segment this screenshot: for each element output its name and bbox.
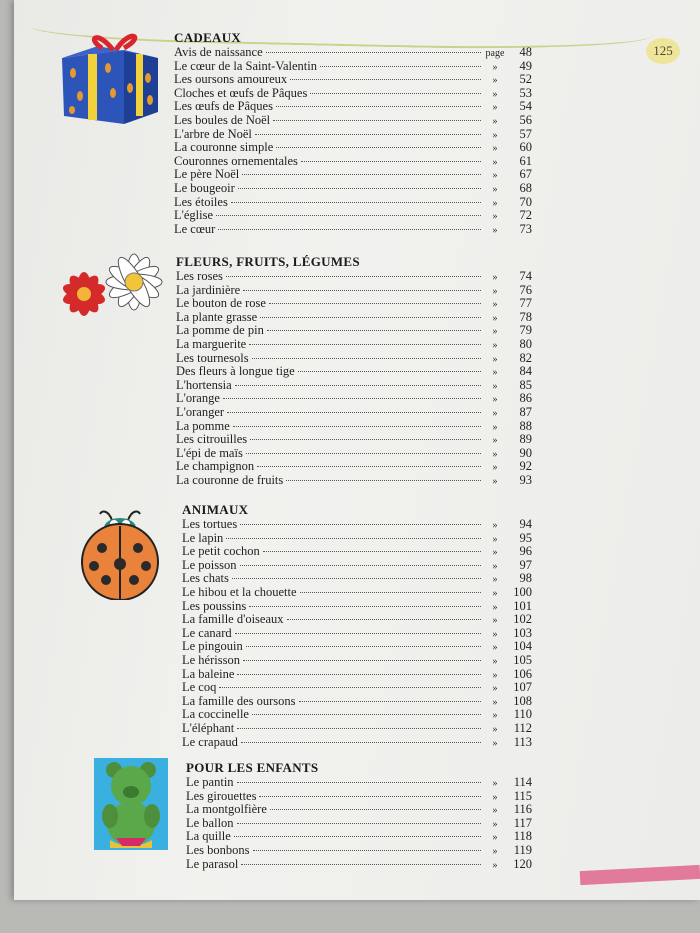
- page-number-ref: 56: [519, 113, 532, 127]
- page-number-ref: 90: [519, 445, 532, 460]
- page-number-ref: 49: [519, 58, 532, 73]
- ladybug-icon: [72, 504, 168, 600]
- toc-entry-label: Le hérisson: [182, 653, 240, 667]
- page-marker: »: [492, 116, 498, 127]
- page-number-ref: 100: [513, 585, 532, 599]
- toc-entry: [176, 473, 532, 487]
- page-number-ref: 60: [519, 140, 532, 155]
- leader-dots: [226, 276, 481, 277]
- leader-dots: [227, 412, 481, 413]
- page-number-ref: 76: [519, 282, 532, 297]
- page-marker: »: [492, 588, 498, 599]
- page-number-ref: 117: [513, 815, 532, 830]
- leader-dots: [232, 578, 481, 579]
- page-number-ref: 106: [513, 666, 532, 681]
- toc-entry: [182, 599, 532, 613]
- leader-dots: [243, 290, 481, 291]
- toc-entry-label: La couronne de fruits: [176, 473, 284, 487]
- page-marker: »: [492, 102, 498, 114]
- page-number-ref: 116: [513, 802, 532, 817]
- page-number-ref: 87: [519, 405, 532, 419]
- leader-dots: [300, 592, 481, 593]
- page-marker: »: [492, 642, 498, 654]
- page-marker: »: [492, 272, 498, 283]
- toc-entry-label: Le poisson: [182, 557, 237, 572]
- leader-dots: [249, 344, 481, 345]
- leader-dots: [246, 646, 481, 647]
- leader-dots: [310, 93, 481, 94]
- toc-entry: [174, 195, 532, 209]
- toc-entry: [186, 789, 532, 803]
- leader-dots: [237, 782, 481, 783]
- toc-entry-label: La marguerite: [176, 337, 247, 351]
- leader-dots: [276, 147, 481, 148]
- page-marker: »: [492, 61, 498, 73]
- toc-entry-label: Le lapin: [182, 530, 224, 545]
- toc-entry: [174, 99, 532, 113]
- toc-entry-label: Le pantin: [186, 775, 234, 789]
- leader-dots: [287, 619, 481, 620]
- page-number-ref: 96: [519, 544, 532, 559]
- page-marker: »: [492, 859, 498, 871]
- leader-dots: [237, 674, 481, 675]
- page-number-ref: 57: [519, 126, 532, 141]
- leader-dots: [299, 701, 481, 702]
- toc-entry-label: L'arbre de Noël: [174, 126, 252, 141]
- toc-entry-label: Les tortues: [182, 517, 238, 531]
- page-number-ref: 74: [519, 269, 532, 283]
- toc-entry: [182, 639, 532, 653]
- page-number-ref: 93: [519, 473, 532, 487]
- page-marker: »: [492, 818, 498, 830]
- toc-entry-label: Couronnes ornementales: [174, 153, 298, 168]
- leader-dots: [269, 303, 481, 304]
- page-number-ref: 67: [519, 167, 532, 182]
- page-number-ref: 72: [519, 208, 532, 223]
- page-marker: »: [492, 656, 498, 667]
- toc-entry-label: L'oranger: [176, 405, 225, 419]
- page-marker: »: [492, 615, 498, 627]
- leader-dots: [243, 660, 481, 661]
- leader-dots: [242, 174, 481, 175]
- toc-entry-label: Les girouettes: [186, 788, 257, 803]
- leader-dots: [286, 480, 481, 481]
- page-marker: »: [492, 129, 498, 141]
- page-marker: »: [492, 696, 498, 708]
- toc-entry-label: Le champignon: [176, 459, 255, 474]
- toc-entry: [176, 296, 532, 310]
- page-marker: »: [492, 832, 498, 844]
- toc-entry: [174, 72, 532, 86]
- leader-dots: [219, 687, 481, 688]
- page-number-ref: 73: [519, 221, 532, 236]
- leader-dots: [266, 52, 481, 53]
- toc-entry-label: Le bouton de rose: [176, 296, 266, 311]
- leader-dots: [257, 466, 481, 467]
- page-number-ref: 107: [513, 680, 532, 695]
- leader-dots: [298, 371, 481, 372]
- page-marker: »: [492, 683, 498, 695]
- leader-dots: [255, 134, 481, 135]
- page-marker: »: [492, 628, 498, 640]
- toc-entry-label: Le cœur de la Saint-Valentin: [174, 58, 318, 73]
- toc-entry-label: La quille: [186, 829, 231, 844]
- page-marker: »: [492, 462, 498, 474]
- page-marker: »: [492, 778, 498, 789]
- toc-entry: [176, 269, 532, 283]
- toc-entry: [182, 544, 532, 558]
- section-title: FLEURS, FRUITS, LÉGUMES: [176, 254, 360, 269]
- toc-entry-label: La famille d'oiseaux: [182, 612, 284, 627]
- page-number-ref: 120: [513, 856, 532, 871]
- page-number-ref: 95: [519, 530, 532, 545]
- leader-dots: [235, 385, 481, 386]
- leader-dots: [250, 439, 481, 440]
- page-marker: »: [492, 380, 498, 392]
- toc-entry: [182, 694, 532, 708]
- page-marker: »: [492, 476, 498, 487]
- leader-dots: [234, 836, 481, 837]
- page-number-ref: 97: [519, 557, 532, 572]
- toc-entry-label: Le ballon: [186, 815, 234, 830]
- page-marker: »: [492, 170, 498, 182]
- toc-entry-label: Les poussins: [182, 598, 247, 613]
- toc-entry: [186, 802, 532, 816]
- toc-entry: [176, 405, 532, 419]
- toc-entry-label: L'église: [174, 208, 214, 223]
- leader-dots: [240, 524, 481, 525]
- leader-dots: [231, 202, 481, 203]
- toc-entry: [174, 45, 532, 59]
- page-number-ref: 108: [513, 693, 532, 708]
- leader-dots: [238, 188, 481, 189]
- toc-entry-label: Les boules de Noël: [174, 113, 271, 127]
- leader-dots: [223, 398, 481, 399]
- toc-entry-label: Les roses: [176, 269, 223, 283]
- toc-entry-label: Cloches et œufs de Pâques: [174, 85, 308, 100]
- page-number-ref: 79: [519, 323, 532, 338]
- page-number-ref: 110: [513, 707, 532, 722]
- toc-entry: [174, 113, 532, 127]
- toc-entry-label: Le parasol: [186, 856, 239, 871]
- toc-entry-label: Le crapaud: [182, 734, 238, 749]
- page-marker: »: [492, 143, 498, 155]
- page-number-ref: 84: [519, 364, 532, 379]
- page-marker: »: [492, 88, 498, 100]
- page-marker: »: [492, 156, 498, 168]
- toc-entry: [176, 446, 532, 460]
- page-marker: »: [492, 224, 498, 236]
- toc-entry-label: Les citrouilles: [176, 432, 248, 447]
- toc-entry: [182, 707, 532, 721]
- toc-entry-label: La pomme: [176, 418, 230, 433]
- toc-entry: [182, 612, 532, 626]
- section-title: CADEAUX: [174, 30, 242, 45]
- toc-entry: [176, 310, 532, 324]
- gift-icon: [58, 28, 162, 128]
- toc-entry-label: La montgolfière: [186, 802, 267, 817]
- page-number-ref: 68: [519, 181, 532, 195]
- toc-entry: [174, 59, 532, 73]
- page-number-ref: 104: [513, 639, 532, 654]
- toc-entry-label: Le hibou et la chouette: [182, 585, 297, 599]
- toc-entry-label: Le cœur: [174, 221, 216, 236]
- toc-entry: [176, 283, 532, 297]
- toc-entry-label: Les tournesols: [176, 350, 249, 365]
- toc-entry: [182, 531, 532, 545]
- toc-entry: [182, 653, 532, 667]
- toc-entry-label: Le père Noël: [174, 167, 240, 182]
- page-number-ref: 94: [519, 517, 532, 531]
- toc-entry: [182, 721, 532, 735]
- leader-dots: [241, 864, 481, 865]
- page-marker: »: [492, 312, 498, 324]
- page-number-ref: 78: [519, 309, 532, 324]
- toc-entry-label: Les étoiles: [174, 194, 228, 209]
- page-number-ref: 61: [519, 153, 532, 168]
- teddy-bear-icon: [90, 756, 174, 852]
- page-number-ref: 114: [513, 775, 532, 789]
- leader-dots: [237, 823, 481, 824]
- toc-entry: [174, 140, 532, 154]
- toc-entry-label: La baleine: [182, 666, 235, 681]
- page-number-ref: 113: [513, 734, 532, 749]
- toc-entry-label: Les bonbons: [186, 843, 250, 857]
- leader-dots: [218, 229, 481, 230]
- leader-dots: [259, 796, 481, 797]
- page-number-ref: 112: [513, 721, 532, 735]
- toc-entry-label: La pomme de pin: [176, 323, 264, 338]
- toc-entry: [176, 391, 532, 405]
- leader-dots: [249, 606, 481, 607]
- toc-entry: [176, 432, 532, 446]
- leader-dots: [237, 728, 481, 729]
- leader-dots: [320, 66, 481, 67]
- toc-entry-label: L'orange: [176, 391, 220, 406]
- leader-dots: [252, 714, 481, 715]
- leader-dots: [273, 120, 481, 121]
- toc-entry: [176, 323, 532, 337]
- page-number-ref: 86: [519, 391, 532, 406]
- toc-entry: [176, 364, 532, 378]
- page-marker: »: [492, 299, 498, 311]
- page-marker: »: [492, 846, 498, 857]
- leader-dots: [270, 809, 481, 810]
- page-marker: »: [492, 520, 498, 531]
- page-marker: »: [492, 533, 498, 545]
- leader-dots: [226, 538, 481, 539]
- section-title: ANIMAUX: [182, 502, 249, 517]
- toc-entry: [174, 154, 532, 168]
- page-marker: »: [492, 326, 498, 338]
- page-number-ref: 118: [513, 829, 532, 844]
- toc-entry-label: Des fleurs à longue tige: [176, 364, 295, 379]
- toc-entry-label: Le pingouin: [182, 639, 243, 654]
- leader-dots: [267, 330, 481, 331]
- leader-dots: [253, 850, 481, 851]
- toc-entry: [174, 222, 532, 236]
- page-number-ref: 80: [519, 337, 532, 351]
- page-marker: »: [492, 408, 498, 419]
- page-number-ref: 85: [519, 377, 532, 392]
- page-marker: »: [492, 211, 498, 223]
- page-marker: »: [492, 367, 498, 379]
- page-marker: »: [492, 791, 498, 803]
- toc-entry: [182, 667, 532, 681]
- page-number-ref: 102: [513, 612, 532, 627]
- page-marker: »: [492, 560, 498, 572]
- page-number-ref: 54: [519, 99, 532, 114]
- page-marker: »: [492, 448, 498, 460]
- page-number-ref: 48: [519, 45, 532, 59]
- page-number: 125: [646, 38, 680, 64]
- page-marker: »: [492, 353, 498, 365]
- page-number-ref: 101: [513, 598, 532, 613]
- page-number-ref: 89: [519, 432, 532, 447]
- toc-entry-label: Les œufs de Pâques: [174, 99, 273, 114]
- toc-entry: [176, 378, 532, 392]
- toc-entry: [182, 585, 532, 599]
- leader-dots: [233, 426, 481, 427]
- leader-dots: [252, 358, 481, 359]
- toc-entry: [174, 127, 532, 141]
- leader-dots: [276, 106, 481, 107]
- leader-dots: [246, 453, 481, 454]
- section-title: POUR LES ENFANTS: [186, 760, 319, 775]
- toc-entry: [186, 829, 532, 843]
- toc-entry: [174, 181, 532, 195]
- toc-entry-label: Les chats: [182, 571, 229, 586]
- page-number-ref: 98: [519, 571, 532, 586]
- book-page: [14, 0, 700, 900]
- leader-dots: [216, 215, 481, 216]
- page-marker: »: [492, 805, 498, 817]
- toc-entry-label: L'hortensia: [176, 377, 232, 392]
- toc-entry: [182, 517, 532, 531]
- page-marker: »: [492, 184, 498, 195]
- toc-entry: [182, 558, 532, 572]
- page-marker: »: [492, 340, 498, 351]
- toc-entry: [176, 351, 532, 365]
- page-marker: page: [485, 48, 505, 59]
- page-marker: »: [492, 574, 498, 586]
- toc-entry: [182, 680, 532, 694]
- toc-entry: [176, 337, 532, 351]
- page-number-ref: 119: [513, 843, 532, 857]
- toc-entry-label: Le petit cochon: [182, 544, 260, 559]
- page-number-ref: 70: [519, 194, 532, 209]
- toc-entry-label: L'épi de maïs: [176, 445, 243, 460]
- page-marker: »: [492, 285, 498, 297]
- toc-entry-label: La jardinière: [176, 282, 241, 297]
- toc-entry: [182, 626, 532, 640]
- page-number-ref: 115: [513, 788, 532, 803]
- toc-entry: [186, 775, 532, 789]
- page-number-ref: 53: [519, 85, 532, 100]
- page-number-ref: 77: [519, 296, 532, 311]
- toc-entry: [176, 459, 532, 473]
- page-marker: »: [492, 394, 498, 406]
- toc-entry-label: Le canard: [182, 625, 232, 640]
- toc-entry: [182, 735, 532, 749]
- page-number-ref: 52: [519, 72, 532, 87]
- toc-entry-label: L'éléphant: [182, 721, 235, 735]
- leader-dots: [241, 742, 481, 743]
- page-marker: »: [492, 601, 498, 613]
- leader-dots: [240, 565, 481, 566]
- toc-entry-label: Le bougeoir: [174, 181, 235, 195]
- toc-entry: [186, 843, 532, 857]
- leader-dots: [290, 79, 481, 80]
- page-marker: »: [492, 547, 498, 559]
- page-number-ref: 82: [519, 350, 532, 365]
- toc-entry-label: Le coq: [182, 680, 217, 695]
- leader-dots: [260, 317, 481, 318]
- toc-entry: [182, 571, 532, 585]
- leader-dots: [235, 633, 481, 634]
- toc-entry-label: La couronne simple: [174, 140, 274, 155]
- toc-entry: [174, 208, 532, 222]
- toc-entry-label: La coccinelle: [182, 707, 249, 722]
- toc-entry: [186, 857, 532, 871]
- page-marker: »: [492, 710, 498, 722]
- page-marker: »: [492, 737, 498, 749]
- toc-entry: [174, 86, 532, 100]
- leader-dots: [263, 551, 481, 552]
- page-number-ref: 103: [513, 625, 532, 640]
- page-marker: »: [492, 724, 498, 735]
- toc-entry: [176, 419, 532, 433]
- pink-page-edge: [580, 865, 700, 885]
- page-number-ref: 92: [519, 459, 532, 474]
- toc-entry: [174, 167, 532, 181]
- page-marker: »: [492, 435, 498, 447]
- flowers-icon: [58, 248, 174, 324]
- page-marker: »: [492, 421, 498, 433]
- page-marker: »: [492, 75, 498, 87]
- toc-entry-label: La plante grasse: [176, 309, 258, 324]
- page-marker: »: [492, 197, 498, 209]
- page-number-ref: 105: [513, 653, 532, 667]
- toc-entry-label: Les oursons amoureux: [174, 72, 288, 87]
- toc-entry: [186, 816, 532, 830]
- toc-entry-label: La famille des oursons: [182, 693, 296, 708]
- page-marker: »: [492, 669, 498, 681]
- page-number-ref: 88: [519, 418, 532, 433]
- leader-dots: [301, 161, 481, 162]
- toc-entry-label: Avis de naissance: [174, 45, 263, 59]
